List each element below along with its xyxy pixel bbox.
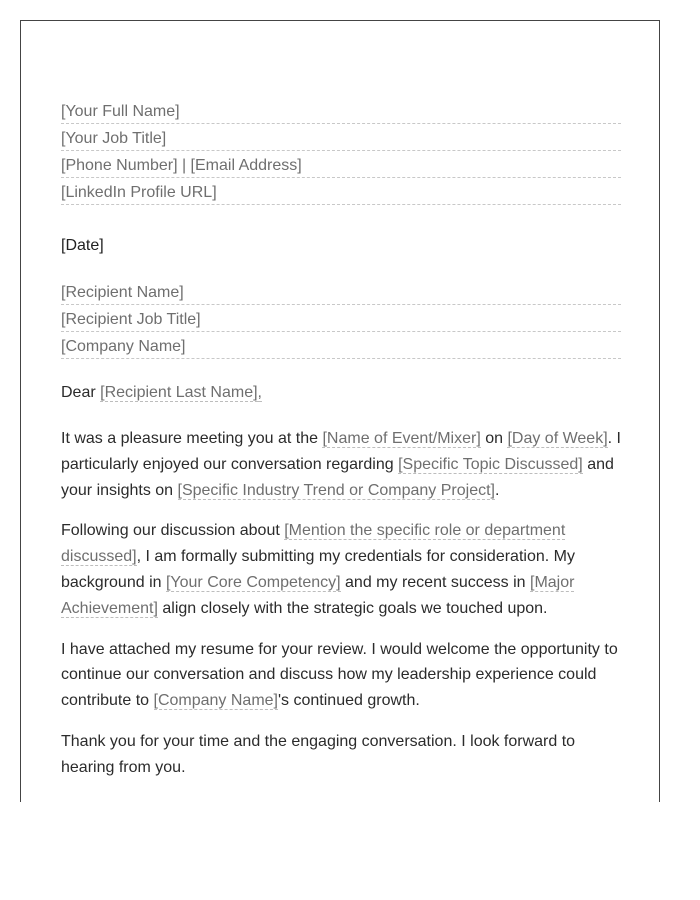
p4-text-1: Thank you for your time and the engaging conversation. I look forward to hearing from you. xyxy=(61,732,576,776)
sender-full-name-field[interactable]: [Your Full Name] xyxy=(61,101,621,124)
major-achievement-placeholder[interactable]: [Major Achievement] xyxy=(61,573,575,617)
letter-content xyxy=(61,101,621,781)
recipient-last-name-placeholder[interactable]: [Recipient Last Name] xyxy=(100,384,258,401)
sender-block xyxy=(61,101,621,205)
p2-text-4: align closely with the strategic goals we touched upon. xyxy=(157,599,548,617)
body-paragraph-4 xyxy=(61,729,621,781)
p2-text-3: and my recent success in xyxy=(340,573,530,591)
p1-text-1: It was a pleasure meeting you at the xyxy=(61,430,323,447)
recipient-job-title-field[interactable]: [Recipient Job Title] xyxy=(61,309,621,332)
recipient-block xyxy=(61,282,621,359)
salutation-prefix: Dear xyxy=(61,384,101,401)
p1-text-4: and your insights on xyxy=(61,455,614,499)
p1-text-5: . xyxy=(494,481,500,499)
role-department-placeholder[interactable]: [Mention the specific role or department discussed] xyxy=(61,522,566,566)
body-paragraph-3 xyxy=(61,637,621,714)
sender-contact-field[interactable]: [Phone Number] | [Email Address] xyxy=(61,155,621,178)
day-of-week-placeholder[interactable]: [Day of Week] xyxy=(507,430,608,447)
letter-page xyxy=(20,20,660,802)
event-name-placeholder[interactable]: [Name of Event/Mixer] xyxy=(322,430,481,447)
recipient-company-field[interactable]: [Company Name] xyxy=(61,336,621,359)
body-paragraph-2 xyxy=(61,518,621,621)
p1-text-2: on xyxy=(480,430,508,447)
company-name-placeholder[interactable]: [Company Name] xyxy=(153,692,278,710)
salutation-comma: , xyxy=(257,384,262,401)
date-field[interactable]: [Date] xyxy=(61,237,104,254)
recipient-name-field[interactable]: [Recipient Name] xyxy=(61,282,621,305)
p3-text-2: 's continued growth. xyxy=(278,692,420,710)
core-competency-placeholder[interactable]: [Your Core Competency] xyxy=(165,573,341,591)
topic-discussed-placeholder[interactable]: [Specific Topic Discussed] xyxy=(398,455,583,473)
p2-text-1: Following our discussion about xyxy=(61,522,285,540)
sender-job-title-field[interactable]: [Your Job Title] xyxy=(61,128,621,151)
p1-text-3: . I particularly enjoyed our conversation regarding xyxy=(61,430,621,473)
industry-trend-placeholder[interactable]: [Specific Industry Trend or Company Project] xyxy=(177,481,495,499)
p3-text-1: I have attached my resume for your review. I would welcome the opportunity to continue our conversation and discuss how my leadership experience could contribute to xyxy=(61,640,618,710)
body-paragraph-1 xyxy=(61,426,621,503)
p2-text-2: , I am formally submitting my credentials for consideration. My background in xyxy=(61,548,575,591)
salutation xyxy=(61,382,621,404)
sender-linkedin-field[interactable]: [LinkedIn Profile URL] xyxy=(61,182,621,205)
